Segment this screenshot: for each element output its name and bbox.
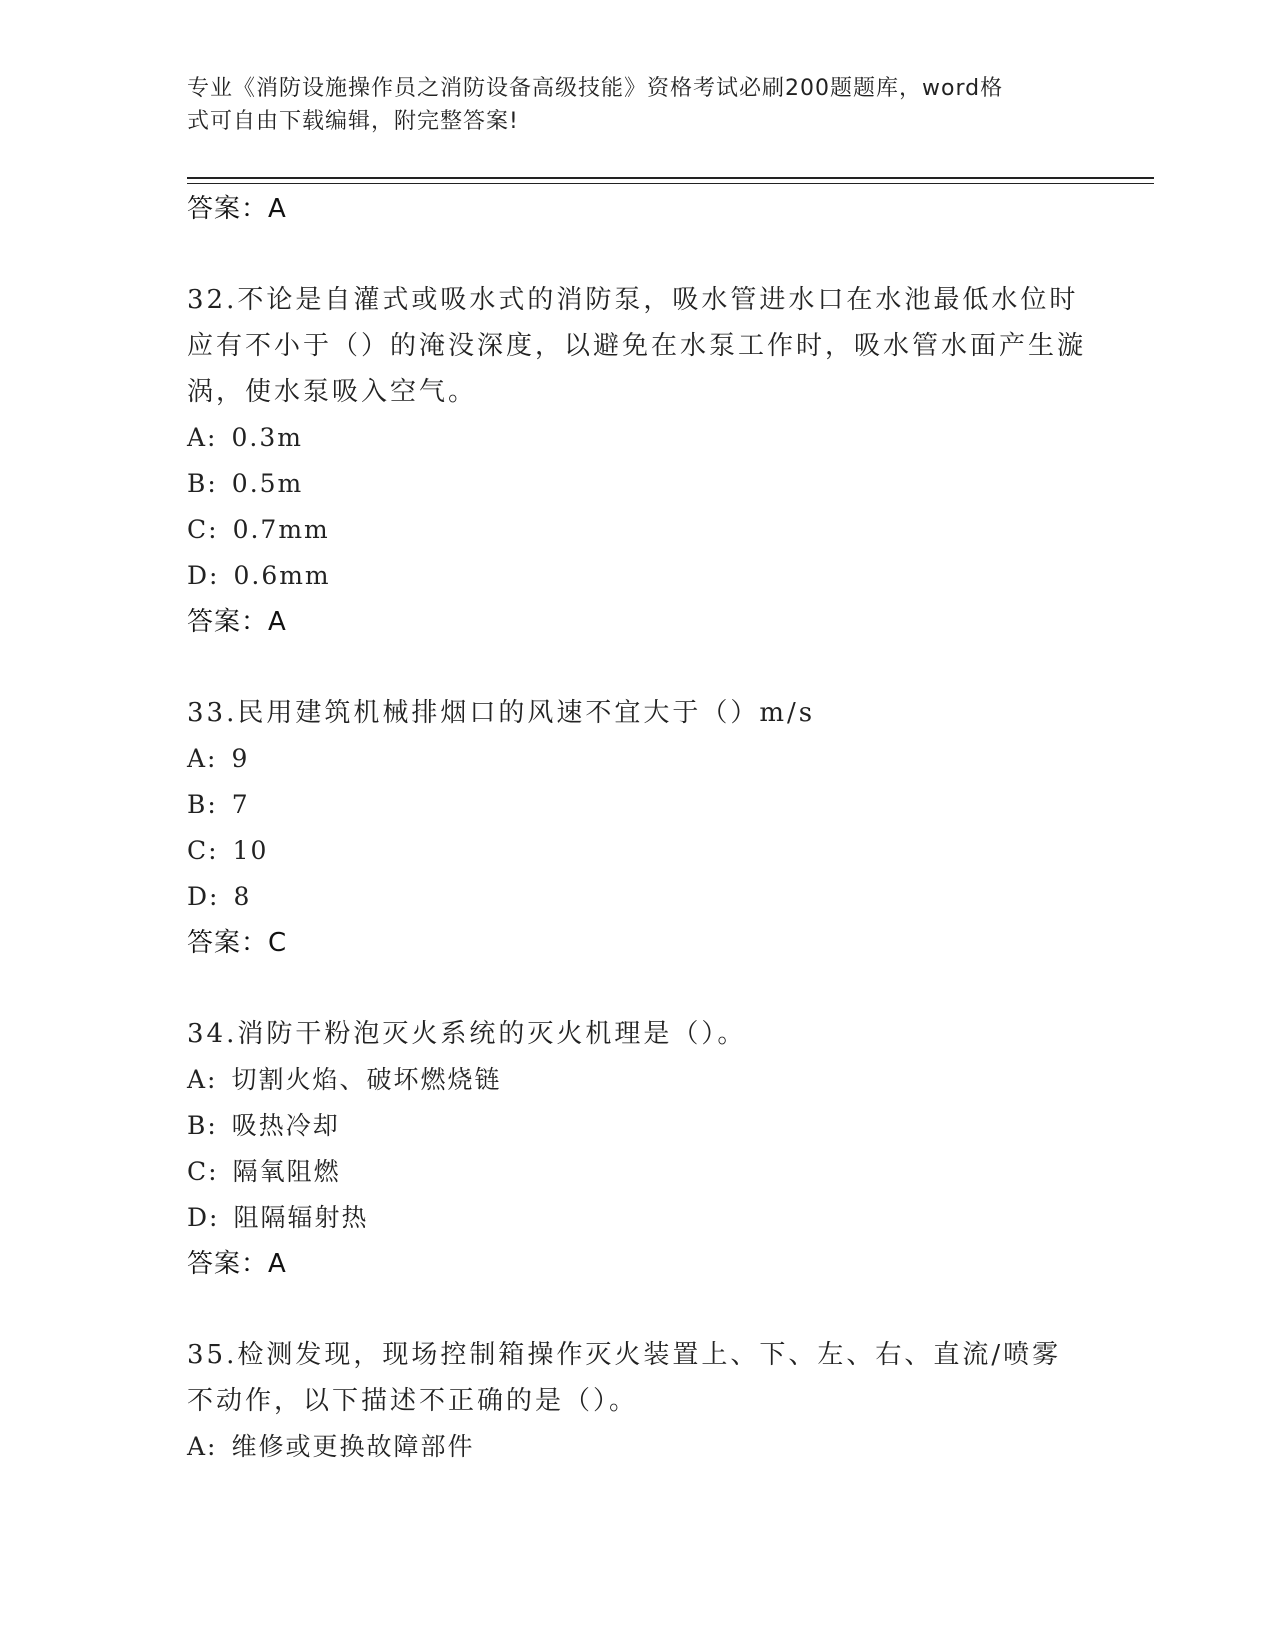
header-line-2: 式可自由下载编辑，附完整答案! [187, 109, 519, 134]
option-key: C: [187, 1157, 219, 1186]
header-rule-thick [187, 177, 1154, 179]
question-text: 32.不论是自灌式或吸水式的消防泵，吸水管进水口在水池最低水位时应有不小于（）的淹没深度，以避免在水泵工作时，吸水管水面产生漩涡，使水泵吸入空气。 [187, 285, 1087, 407]
option-key: A: [187, 744, 218, 773]
question-34 [187, 1011, 1087, 1287]
question-text: 34.消防干粉泡灭火系统的灭火机理是（）。 [187, 1019, 747, 1049]
option-value: 隔氧阻燃 [232, 1157, 341, 1186]
option-key: A: [187, 1432, 218, 1461]
option-key: A: [187, 423, 218, 452]
option-value: 8 [233, 882, 252, 911]
answer: 答案：C [187, 928, 288, 958]
option-c [187, 1149, 1087, 1195]
option-a [187, 1057, 1087, 1103]
question-32 [187, 277, 1087, 645]
option-a [187, 1424, 1087, 1470]
previous-answer: 答案：A [187, 194, 287, 224]
option-key: B: [187, 1111, 218, 1140]
header-line-1: 专业《消防设施操作员之消防设备高级技能》资格考试必刷200题题库，word格 [187, 76, 1004, 101]
option-value: 10 [232, 836, 269, 865]
option-value: 0.3m [231, 423, 303, 452]
option-c [187, 828, 1087, 874]
answer: 答案：A [187, 607, 287, 637]
option-value: 0.6mm [233, 561, 331, 590]
option-key: D: [187, 882, 220, 911]
option-d [187, 1195, 1087, 1241]
option-value: 维修或更换故障部件 [231, 1432, 475, 1461]
option-key: B: [187, 469, 218, 498]
option-key: C: [187, 515, 219, 544]
option-a [187, 415, 1087, 461]
option-key: C: [187, 836, 219, 865]
option-b [187, 1103, 1087, 1149]
answer: 答案：A [187, 1249, 287, 1279]
option-key: D: [187, 1203, 220, 1232]
question-35 [187, 1332, 1087, 1470]
header-rule-thin [187, 183, 1154, 184]
option-key: D: [187, 561, 220, 590]
option-a [187, 736, 1087, 782]
question-list [187, 186, 1087, 1470]
option-value: 0.5m [231, 469, 304, 498]
question-33 [187, 690, 1087, 966]
option-value: 切割火焰、破坏燃烧链 [231, 1065, 502, 1094]
page-header [187, 72, 1067, 138]
option-b [187, 782, 1087, 828]
option-value: 9 [231, 744, 250, 773]
option-value: 7 [231, 790, 250, 819]
option-d [187, 874, 1087, 920]
option-value: 吸热冷却 [231, 1111, 340, 1140]
question-text: 35.检测发现，现场控制箱操作灭火装置上、下、左、右、直流/喷雾不动作，以下描述不正确的是（）。 [187, 1340, 1062, 1416]
option-b [187, 461, 1087, 507]
option-key: B: [187, 790, 218, 819]
option-d [187, 553, 1087, 599]
option-key: A: [187, 1065, 218, 1094]
option-value: 阻隔辐射热 [233, 1203, 369, 1232]
question-text: 33.民用建筑机械排烟口的风速不宜大于（）m/s [187, 698, 816, 728]
option-value: 0.7mm [232, 515, 330, 544]
option-c [187, 507, 1087, 553]
